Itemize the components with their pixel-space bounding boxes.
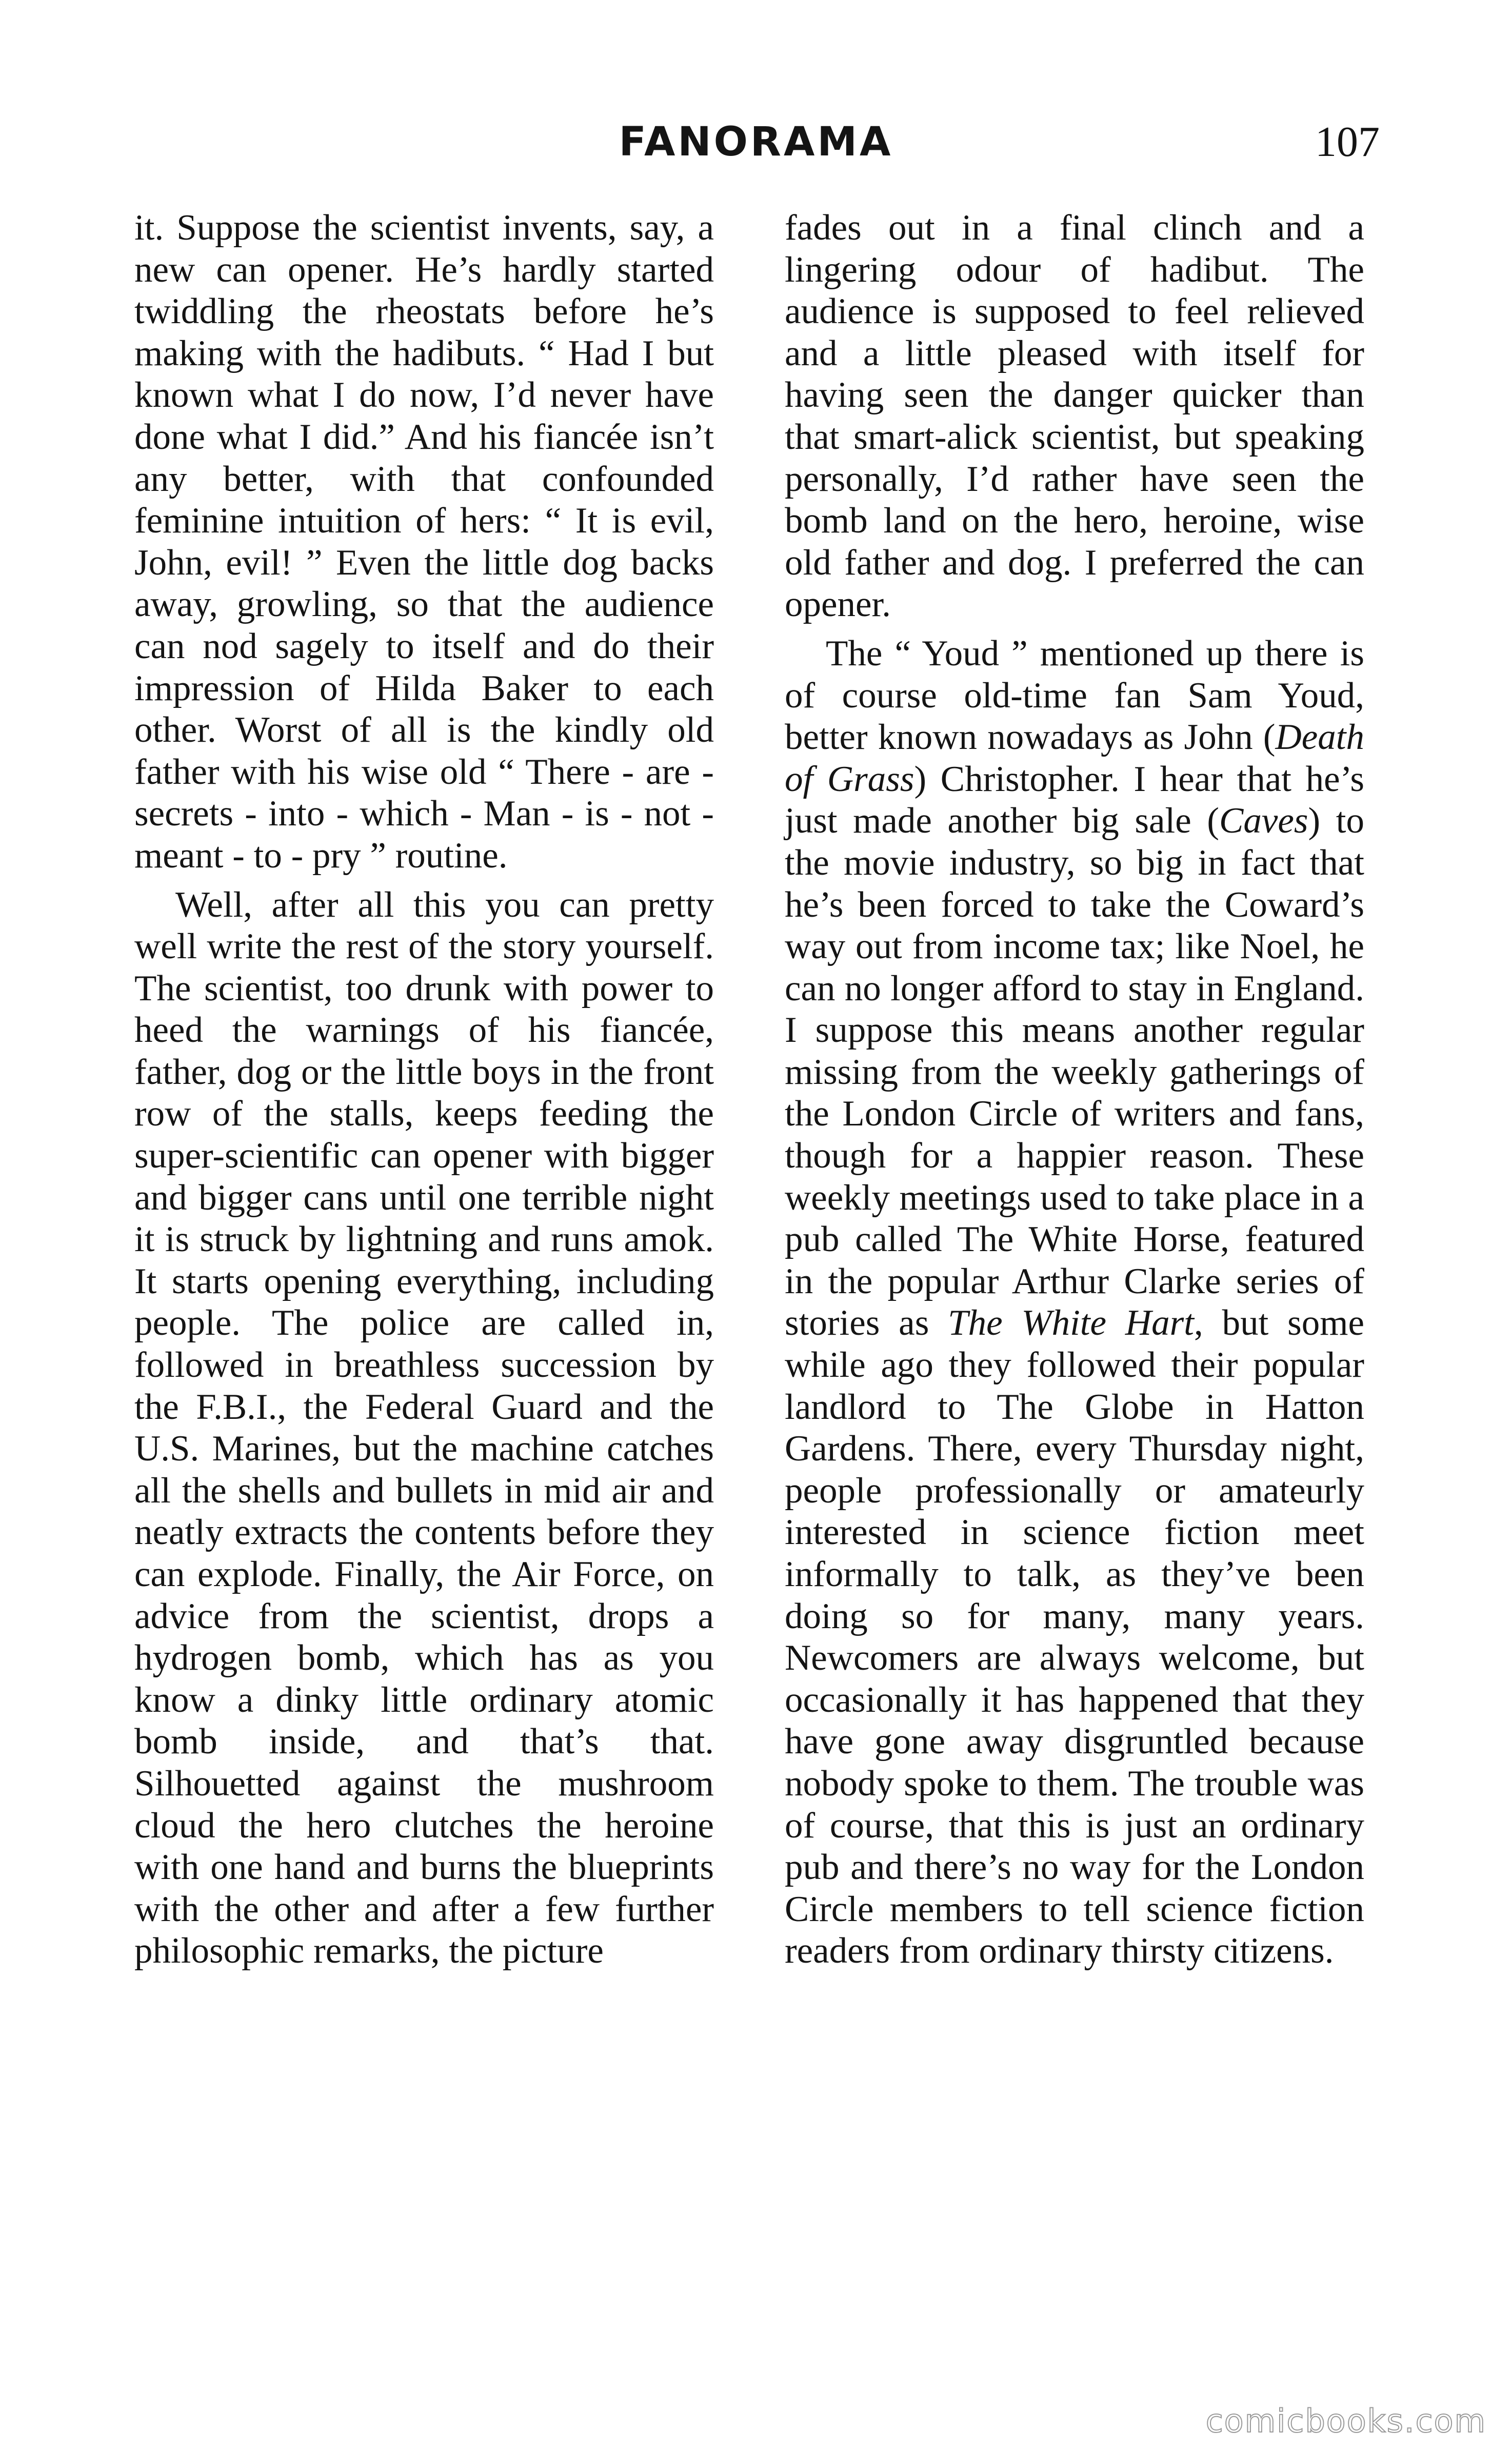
- right-paragraph-2: [785, 633, 1364, 1972]
- right-column: [785, 207, 1364, 1972]
- book-title-death-of-grass: Death of Grass: [785, 717, 1364, 799]
- right-paragraph-1: fades out in a final clinch and a lingering odour of hadibut. The audience is supposed to feel relieved and a little pleased with itself for having seen the danger quicker than that smart-alick scientist, but speaking personally, I’d rather have seen the bomb land on the hero, heroine, wise old father and dog. I preferred the can opener.: [785, 208, 1364, 625]
- left-paragraph-2: Well, after all this you can pretty well write the rest of the story yourself. The scientist, too drunk with power to heed the warnings of his fiancée, father, dog or the little boys in the front row of the stalls, keeps feeding the super-scientific can opener with bigger and bigger cans until one terrible night it is struck by lightning and runs amok. It starts opening everything, including people. The police are called in, followed in breathless succession by the F.B.I., the Federal Guard and the U.S. Marines, but the machine catches all the shells and bullets in mid air and neatly extracts the contents before they can explode. Finally, the Air Force, on advice from the scientist, drops a hydrogen bomb, which has as you know a dinky little ordinary atomic bomb inside, and that’s that. Silhouetted against the mushroom cloud the hero clutches the heroine with one hand and burns the blueprints with the other and after a few further philosophic remarks, the picture: [134, 884, 714, 1971]
- running-title: FANORAMA: [619, 119, 893, 165]
- left-paragraph-1: it. Suppose the scientist invents, say, a new can opener. He’s hardly started twiddling the rheostats before he’s making with the hadibuts. “ Had I but known what I do now, I’d never have done what I did.” And his fiancée isn’t any better, with that confounded feminine intuition of hers: “ It is evil, John, evil! ” Even the little dog backs away, growling, so that the audience can nod sagely to itself and do their impression of Hilda Baker to each other. Worst of all is the kindly old father with his wise old “ There - are - secrets - into - which - Man - is - not - meant - to - pry ” routine.: [134, 208, 714, 876]
- text-run: , but some while ago they followed their popular landlord to The Globe in Hatton Gardens. There, every Thursday night, people professionally or amateurly interested in science fiction meet informally to talk, as they’ve been doing so for many, many years. Newcomers are always welcome, but occasionally it has happened that they have gone away disgruntled because nobody spoke to them. The trouble was of course, that this is just an ordinary pub and there’s no way for the London Circle members to tell science fiction readers from ordinary thirsty citizens.: [785, 1303, 1364, 1971]
- page-number: 107: [1315, 118, 1380, 166]
- running-head: [0, 114, 1512, 170]
- book-title-caves: Caves: [1219, 801, 1308, 841]
- text-run: ) Christopher. I hear that he’s just made another big sale (: [785, 759, 1364, 841]
- series-title-white-hart: The White Hart: [948, 1303, 1195, 1343]
- text-run: The “ Youd ” mentioned up there is of course old-time fan Sam Youd, better known nowadays as John (: [785, 633, 1364, 758]
- text-run: ) to the movie industry, so big in fact that he’s been forced to take the Coward’s way out from income tax; like Noel, he can no longer afford to stay in England. I suppose this means another regular missing from the weekly gatherings of the London Circle of writers and fans, though for a happier reason. These weekly meetings used to take place in a pub called The White Horse, featured in the popular Arthur Clarke series of stories as: [785, 801, 1365, 1343]
- watermark-credit: comicbooks.com: [1205, 2402, 1486, 2440]
- left-column: [134, 207, 714, 1972]
